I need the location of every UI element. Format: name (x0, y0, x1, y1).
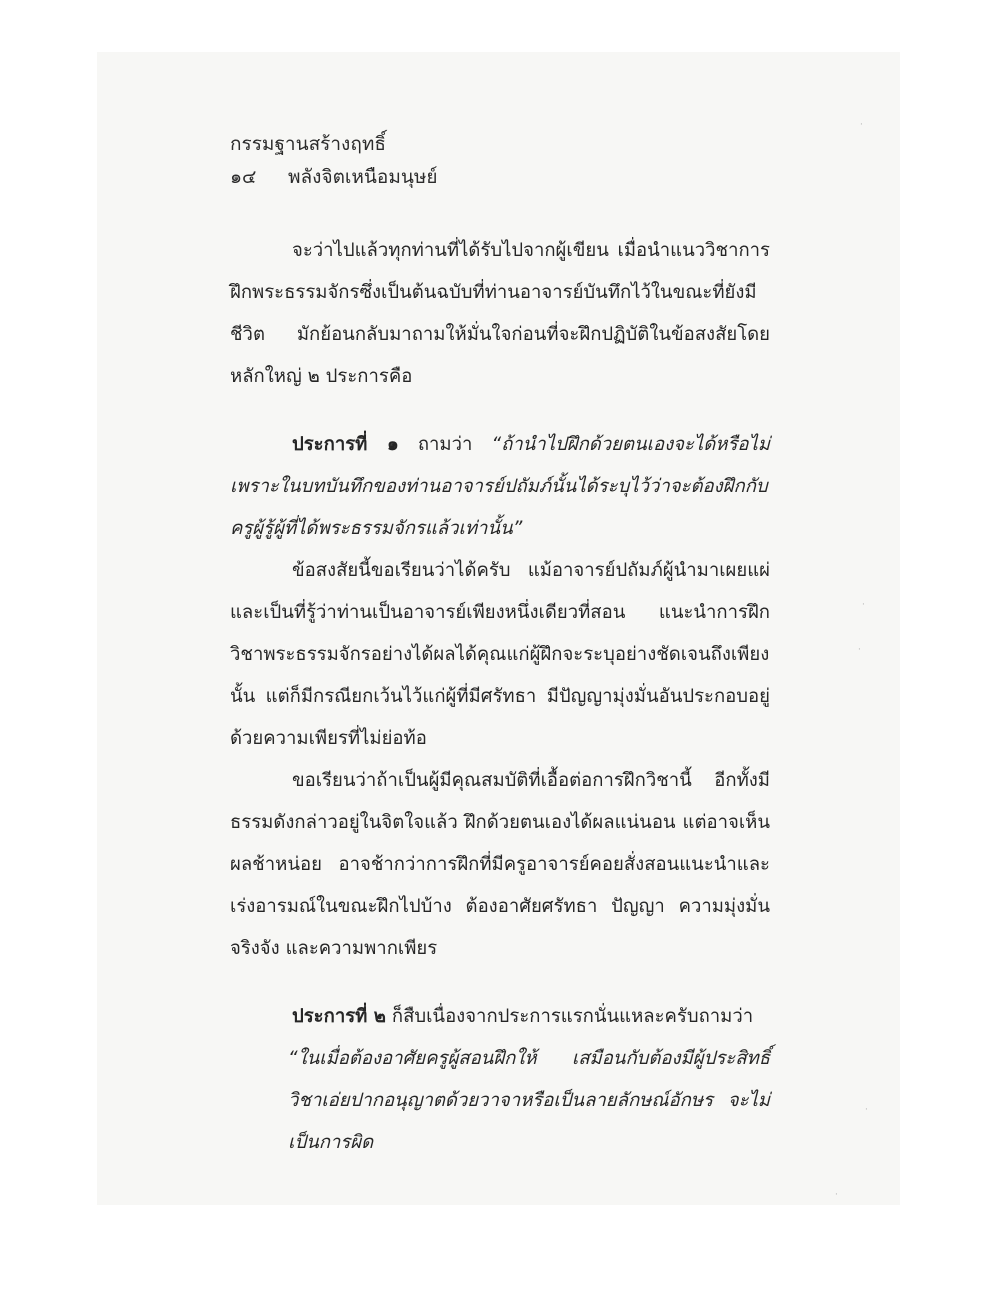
scan-speck: · (860, 120, 863, 130)
header-row (230, 161, 438, 194)
chapter-title: พลังจิตเหนือมนุษย์ (288, 166, 438, 188)
question-1-paragraph (230, 424, 770, 550)
answer-1-paragraph: ข้อสงสัยนี้ขอเรียนว่าได้ครับ แม้อาจารย์ปถัมภ์ผู้นำมาเผยแผ่และเป็นที่รู้ว่าท่านเป็นอาจารย์เพียงหนึ่งเดียวที่สอน แนะนำการฝึกวิชาพระธรรมจักรอย่างได้ผลได้คุณแก่ผู้ฝึกจะระบุอย่างชัดเจนถึงเพียงนั้น แต่ก็มีกรณียกเว้นไว้แก่ผู้ที่มีศรัทธา มีปัญญามุ่งมั่นอันประกอบอยู่ด้วยความเพียรที่ไม่ย่อท้อ (230, 560, 770, 749)
question-2-lead: ประการที่ ๒ (292, 1006, 386, 1027)
answer-1-paragraph-2: ขอเรียนว่าถ้าเป็นผู้มีคุณสมบัติที่เอื้อต่อการฝึกวิชานี้ อีกทั้งมีธรรมดังกล่าวอยู่ในจิตใจแล้ว ฝึกด้วยตนเองได้ผลแน่นอน แต่อาจเห็นผลช้าหน่อย อาจช้ากว่าการฝึกที่มีครูอาจารย์คอยสั่งสอนแนะนำและเร่งอารมณ์ในขณะฝึกไปบ้าง ต้องอาศัยศรัทธา ปัญญา ความมุ่งมั่นจริงจัง และความพากเพียร (230, 770, 770, 959)
question-1-ask: ถามว่า (398, 434, 492, 455)
question-2-text: ก็สืบเนื่องจากประการแรกนั่นแหละครับถามว่า (385, 1006, 754, 1027)
scan-speck: · (858, 645, 861, 655)
question-2-paragraph (230, 996, 770, 1038)
scan-speck: · (865, 1105, 868, 1115)
intro-paragraph: จะว่าไปแล้วทุกท่านที่ได้รับไปจากผู้เขียน เมื่อนำแนววิชาการฝึกพระธรรมจักรซึ่งเป็นต้นฉบับที่ท่านอาจารย์บันทึกไว้ในขณะที่ยังมีชีวิต มักย้อนกลับมาถามให้มั่นใจก่อนที่จะฝึกปฏิบัติในข้อสงสัยโดยหลักใหญ่ ๒ ประการคือ (230, 240, 770, 387)
body-text (230, 230, 770, 1164)
question-1-lead: ประการที่ ๑ (292, 434, 399, 455)
question-2-quote: “ในเมื่อต้องอาศัยครูผู้สอนฝึกให้ เสมือนกับต้องมีผู้ประสิทธิ์วิชาเอ่ยปากอนุญาตด้วยวาจาหรือเป็นลายลักษณ์อักษร จะไม่เป็นการผิด (288, 1048, 770, 1153)
running-header (230, 128, 438, 194)
question-1-quote: “ถ้านำไปฝึกด้วยตนเองจะได้หรือไม่เพราะในบทบันทึกของท่านอาจารย์ปถัมภ์นั้นได้ระบุไว้ว่าจะต้องฝึกกับครูผู้รู้ผู้ที่ได้พระธรรมจักรแล้วเท่านั้น” (230, 434, 770, 539)
scan-speck: · (835, 1190, 838, 1200)
scan-speck: · (862, 600, 865, 610)
page-number: ๑๔ (230, 166, 257, 188)
book-title: กรรมฐานสร้างฤทธิ์ (230, 133, 386, 155)
